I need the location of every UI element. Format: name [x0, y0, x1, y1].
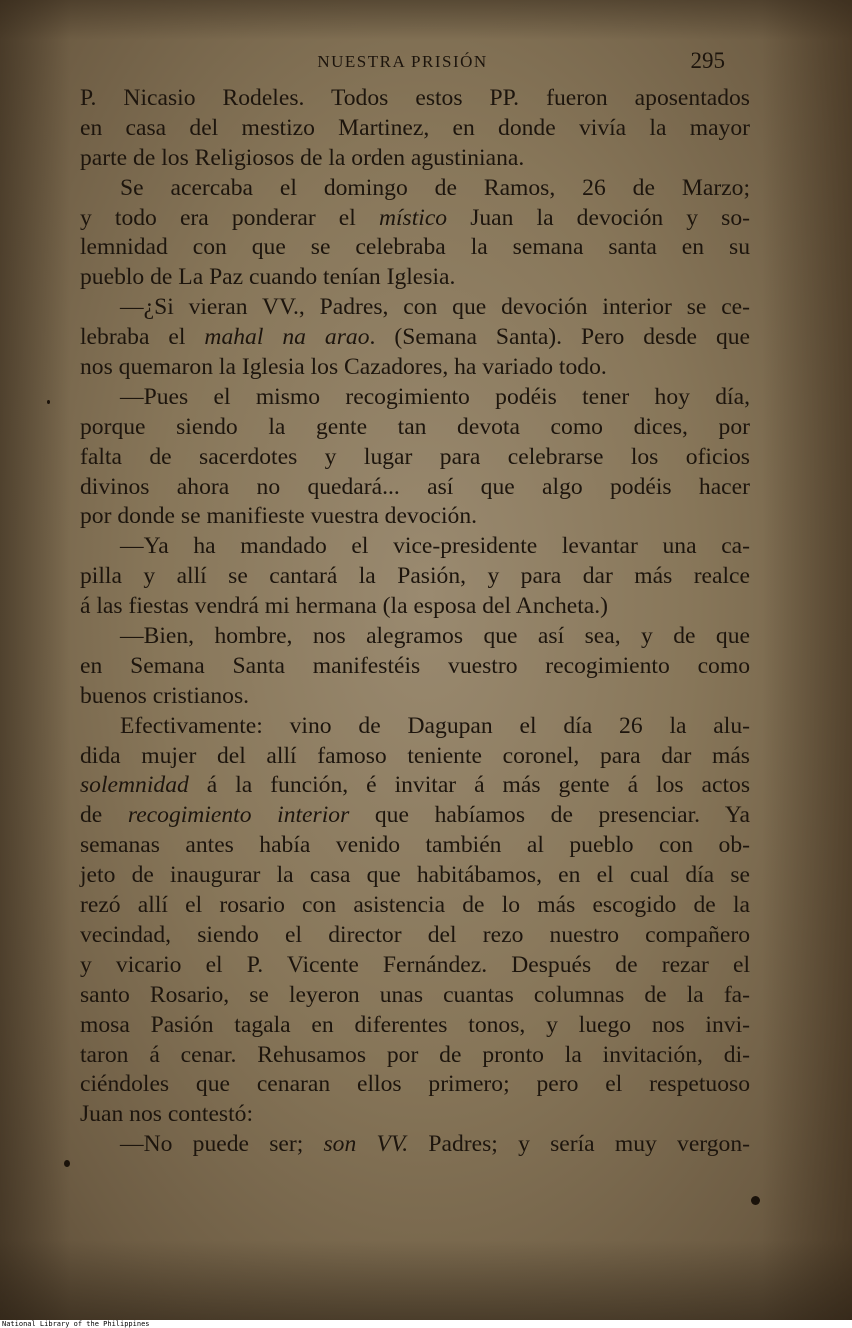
text-line: nos quemaron la Iglesia los Cazadores, ha variado todo. — [80, 354, 607, 381]
body-text — [80, 84, 750, 1160]
text-line: en Semana Santa manifestéis vuestro recogimiento como — [80, 652, 750, 679]
text-line: —Pues el mismo recogimiento podéis tener hoy día, — [120, 383, 750, 410]
page-header — [80, 50, 725, 80]
text-line: —Bien, hombre, nos alegramos que así sea, y de que — [120, 623, 750, 650]
text-line: por donde se manifieste vuestra devoción. — [80, 503, 478, 530]
text-line: jeto de inaugurar la casa que habitábamos, en el cual día se — [80, 862, 750, 889]
text-line: semanas antes había venido también al pueblo con ob- — [80, 832, 750, 859]
text-run: á la función, é invitar á más gente á los actos — [188, 772, 750, 799]
italic-term: místico — [378, 204, 448, 231]
text-line: Juan nos contestó: — [80, 1101, 254, 1128]
text-line: santo Rosario, se leyeron unas cuantas columnas de la fa- — [80, 981, 750, 1008]
library-credit: National Library of the Philippines — [2, 1320, 150, 1328]
text-run: . (Semana Santa). Pero desde que — [369, 324, 751, 351]
text-line: divinos ahora no quedará... así que algo podéis hacer — [80, 473, 750, 500]
text-line: pilla y allí se cantará la Pasión, y para dar más realce — [80, 563, 750, 590]
text-line — [80, 204, 750, 234]
text-run: que habíamos de presenciar. Ya — [349, 802, 750, 829]
text-line: vecindad, siendo el director del rezo nuestro compañero — [80, 921, 750, 948]
text-line: Se acercaba el domingo de Ramos, 26 de Marzo; — [120, 174, 750, 201]
text-line — [80, 323, 750, 353]
text-line: —¿Si vieran VV., Padres, con que devoción interior se ce- — [120, 294, 750, 321]
text-line: falta de sacerdotes y lugar para celebrarse los oficios — [80, 443, 750, 470]
text-line: Efectivamente: vino de Dagupan el día 26 la alu- — [120, 712, 750, 739]
text-line: pueblo de La Paz cuando tenían Iglesia. — [80, 264, 456, 291]
italic-term: mahal na arao — [204, 324, 370, 351]
text-line: porque siendo la gente tan devota como dices, por — [80, 413, 750, 440]
text-run: y todo era ponderar el — [80, 204, 379, 231]
text-line: á las fiestas vendrá mi hermana (la esposa del Ancheta.) — [80, 593, 609, 620]
text-run: Padres; y sería muy vergon- — [408, 1131, 750, 1158]
text-line — [80, 1130, 750, 1160]
text-line: mosa Pasión tagala en diferentes tonos, y luego nos invi- — [80, 1011, 750, 1038]
italic-term: solemnidad — [80, 772, 189, 799]
text-run: lebraba el — [80, 324, 205, 351]
page-shadow-bottom — [0, 1240, 852, 1320]
text-line — [80, 801, 750, 831]
text-line: buenos cristianos. — [80, 682, 250, 709]
italic-term: recogimiento interior — [127, 802, 350, 829]
ink-spot — [47, 400, 50, 404]
page-shadow-left — [0, 0, 70, 1320]
ink-spot — [751, 1196, 760, 1205]
text-run: —No puede ser; — [120, 1131, 324, 1158]
italic-term: son VV. — [323, 1131, 409, 1158]
text-run: de — [80, 802, 128, 829]
page-number: 295 — [690, 48, 725, 73]
text-line: parte de los Religiosos de la orden agustiniana. — [80, 144, 525, 171]
text-line: P. Nicasio Rodeles. Todos estos PP. fueron aposentados — [80, 85, 750, 111]
text-line: taron á cenar. Rehusamos por de pronto la invitación, di- — [80, 1041, 750, 1068]
text-line: ciéndoles que cenaran ellos primero; pero el respetuoso — [80, 1071, 750, 1098]
ink-spot — [64, 1160, 70, 1167]
text-line: en casa del mestizo Martinez, en donde vivía la mayor — [80, 114, 750, 141]
text-line — [80, 771, 750, 801]
text-line: rezó allí el rosario con asistencia de lo más escogido de la — [80, 892, 750, 919]
text-line: —Ya ha mandado el vice-presidente levantar una ca- — [120, 533, 750, 560]
page-shadow-top — [0, 0, 852, 40]
text-line: lemnidad con que se celebraba la semana santa en su — [80, 234, 750, 261]
running-title: NUESTRA PRISIÓN — [317, 52, 488, 71]
text-run: Juan la devoción y so- — [447, 204, 750, 231]
text-line: y vicario el P. Vicente Fernández. Después de rezar el — [80, 951, 750, 978]
page-shadow-right — [762, 0, 852, 1320]
text-line: dida mujer del allí famoso teniente coronel, para dar más — [80, 742, 750, 769]
